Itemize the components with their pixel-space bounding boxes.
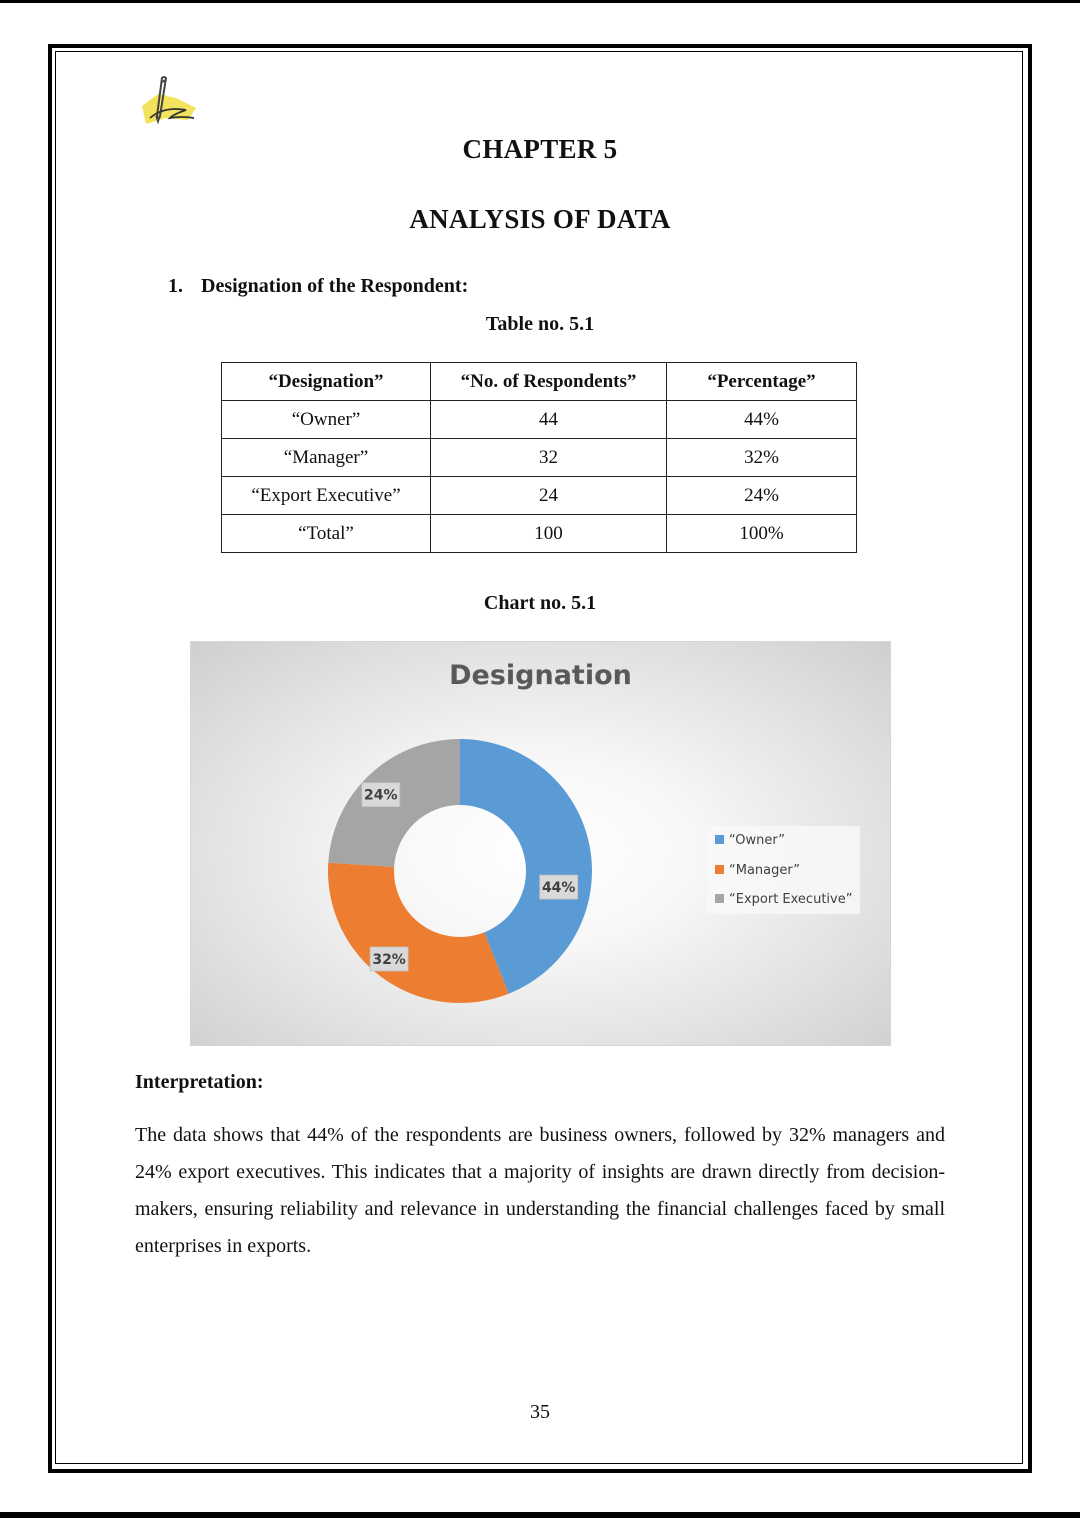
legend-label: “Owner”: [729, 833, 785, 848]
chart-title: Designation: [449, 660, 632, 691]
donut-slice-manager: [328, 863, 509, 1003]
table-row: [222, 401, 857, 439]
interpretation-paragraph: The data shows that 44% of the respondents are business owners, followed by 32% managers and 24% export executives. This indicates that a majority of insights are drawn directly from decision-makers, ensuring reliability and relevance in understanding the financial challenges faced by small enterprises in exports.: [135, 1124, 945, 1257]
section-title: Designation of the Respondent:: [201, 275, 469, 297]
designation-chart: [190, 641, 891, 1046]
data-label-text: 24%: [364, 787, 398, 804]
table-cell: 32: [431, 439, 667, 477]
data-label-owner: [540, 875, 578, 899]
legend-label: “Manager”: [729, 863, 800, 878]
table-cell: “Owner”: [222, 401, 431, 439]
screen-edge-top: [0, 0, 1080, 3]
designation-table: [221, 362, 857, 553]
table-row: [222, 477, 857, 515]
chapter-title: ANALYSIS OF DATA: [409, 204, 671, 234]
table-cell: “Total”: [222, 515, 431, 553]
table-caption: Table no. 5.1: [485, 313, 595, 335]
table-cell: 32%: [667, 439, 857, 477]
legend-swatch-owner: [715, 835, 724, 844]
chart-legend: [707, 826, 860, 914]
table-cell: 100: [431, 515, 667, 553]
legend-label: “Export Executive”: [729, 892, 853, 907]
section-heading: [168, 275, 468, 298]
table-cell: 44: [431, 401, 667, 439]
legend-swatch-export-executive: [715, 894, 724, 903]
chapter-heading: CHAPTER 5: [462, 134, 618, 164]
header-respondents: “No. of Respondents”: [431, 363, 667, 401]
header-percentage: “Percentage”: [667, 363, 857, 401]
section-number: 1.: [168, 275, 183, 297]
header-designation: “Designation”: [222, 363, 431, 401]
legend-item-owner: [715, 832, 785, 850]
table-row: [222, 515, 857, 553]
page-number: 35: [530, 1401, 550, 1423]
table-cell: “Manager”: [222, 439, 431, 477]
legend-swatch-manager: [715, 865, 724, 874]
table-cell: “Export Executive”: [222, 477, 431, 515]
interpretation-heading: Interpretation:: [135, 1071, 264, 1093]
data-label-export-executive: [362, 783, 400, 807]
table-cell: 100%: [667, 515, 857, 553]
chart-caption: Chart no. 5.1: [483, 592, 597, 614]
pen-logo-icon: [136, 72, 202, 132]
table-cell: 24%: [667, 477, 857, 515]
table-row: [222, 439, 857, 477]
table-cell: 24: [431, 477, 667, 515]
data-label-text: 44%: [541, 880, 576, 897]
data-label-manager: [370, 947, 408, 971]
legend-item-export-executive: [715, 891, 852, 909]
table-cell: 44%: [667, 401, 857, 439]
legend-item-manager: [715, 862, 800, 880]
data-label-text: 32%: [372, 951, 406, 968]
table-header-row: [222, 363, 857, 401]
screen-edge-bottom: [0, 1512, 1080, 1518]
